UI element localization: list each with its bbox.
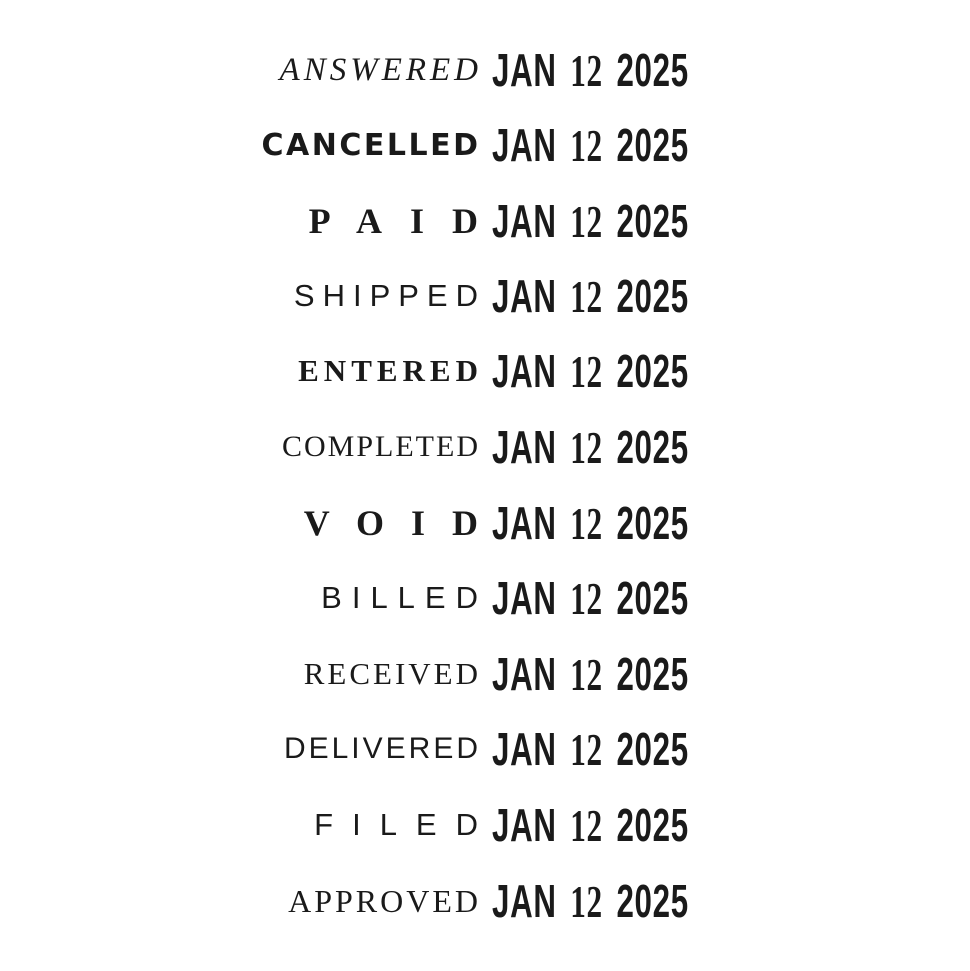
date-month: JAN xyxy=(492,496,557,549)
date-year: 2025 xyxy=(616,647,689,700)
date-day: 12 xyxy=(570,421,603,473)
stamp-row xyxy=(0,333,970,409)
stamp-row xyxy=(0,711,970,787)
stamp-phrase-paid: PAID xyxy=(308,201,506,241)
date-day: 12 xyxy=(570,270,603,322)
stamp-row xyxy=(0,107,970,183)
stamp-date xyxy=(492,571,689,624)
date-year: 2025 xyxy=(616,420,689,473)
stamp-phrase-entered: ENTERED xyxy=(298,353,483,388)
stamp-date xyxy=(492,798,689,851)
date-year: 2025 xyxy=(616,194,689,247)
stamp-row xyxy=(0,787,970,863)
stamp-phrase-answered: ANSWERED xyxy=(279,51,482,88)
date-day: 12 xyxy=(570,648,603,700)
date-month: JAN xyxy=(492,722,557,775)
date-month: JAN xyxy=(492,874,557,927)
stamp-phrase-billed: BILLED xyxy=(321,580,488,615)
stamp-row xyxy=(0,258,970,334)
date-month: JAN xyxy=(492,344,557,397)
date-month: JAN xyxy=(492,420,557,473)
date-day: 12 xyxy=(570,44,603,96)
stamp-phrase-delivered: DELIVERED xyxy=(283,732,481,765)
stamp-phrase-received: RECEIVED xyxy=(303,656,481,691)
date-year: 2025 xyxy=(616,344,689,397)
date-day: 12 xyxy=(570,195,603,247)
stamp-row xyxy=(0,485,970,561)
stamp-date xyxy=(492,496,689,549)
date-day: 12 xyxy=(570,799,603,851)
stamp-phrase-completed: COMPLETED xyxy=(282,430,480,463)
date-day: 12 xyxy=(570,572,603,624)
stamp-date xyxy=(492,874,689,927)
stamp-phrase-shipped: SHIPPED xyxy=(293,278,486,313)
date-year: 2025 xyxy=(616,798,689,851)
date-month: JAN xyxy=(492,571,557,624)
date-day: 12 xyxy=(570,345,603,397)
stamp-row xyxy=(0,636,970,712)
stamp-row xyxy=(0,32,970,108)
date-year: 2025 xyxy=(616,496,689,549)
stamp-row xyxy=(0,863,970,939)
stamp-phrase-approved: APPROVED xyxy=(288,882,481,919)
date-year: 2025 xyxy=(616,118,689,171)
date-year: 2025 xyxy=(616,43,689,96)
stamp-date xyxy=(492,420,689,473)
date-month: JAN xyxy=(492,269,557,322)
date-day: 12 xyxy=(570,875,603,927)
stamp-phrase-cancelled: CANCELLED xyxy=(261,127,481,163)
stamp-date xyxy=(492,344,689,397)
stamp-date xyxy=(492,194,689,247)
stamp-row xyxy=(0,560,970,636)
date-month: JAN xyxy=(492,194,557,247)
stamp-phrase-void: VOID xyxy=(303,503,505,543)
date-month: JAN xyxy=(492,798,557,851)
stamp-date xyxy=(492,269,689,322)
stamp-phrase-filed: FILED xyxy=(314,807,497,842)
date-day: 12 xyxy=(570,497,603,549)
date-year: 2025 xyxy=(616,722,689,775)
stamp-date xyxy=(492,647,689,700)
stamp-date xyxy=(492,118,689,171)
date-year: 2025 xyxy=(616,571,689,624)
stamp-row xyxy=(0,409,970,485)
stamp-date xyxy=(492,722,689,775)
stamp-date xyxy=(492,43,689,96)
date-month: JAN xyxy=(492,647,557,700)
date-month: JAN xyxy=(492,43,557,96)
stamp-row xyxy=(0,183,970,259)
date-day: 12 xyxy=(570,723,603,775)
date-month: JAN xyxy=(492,118,557,171)
date-year: 2025 xyxy=(616,874,689,927)
date-year: 2025 xyxy=(616,269,689,322)
date-day: 12 xyxy=(570,119,603,171)
